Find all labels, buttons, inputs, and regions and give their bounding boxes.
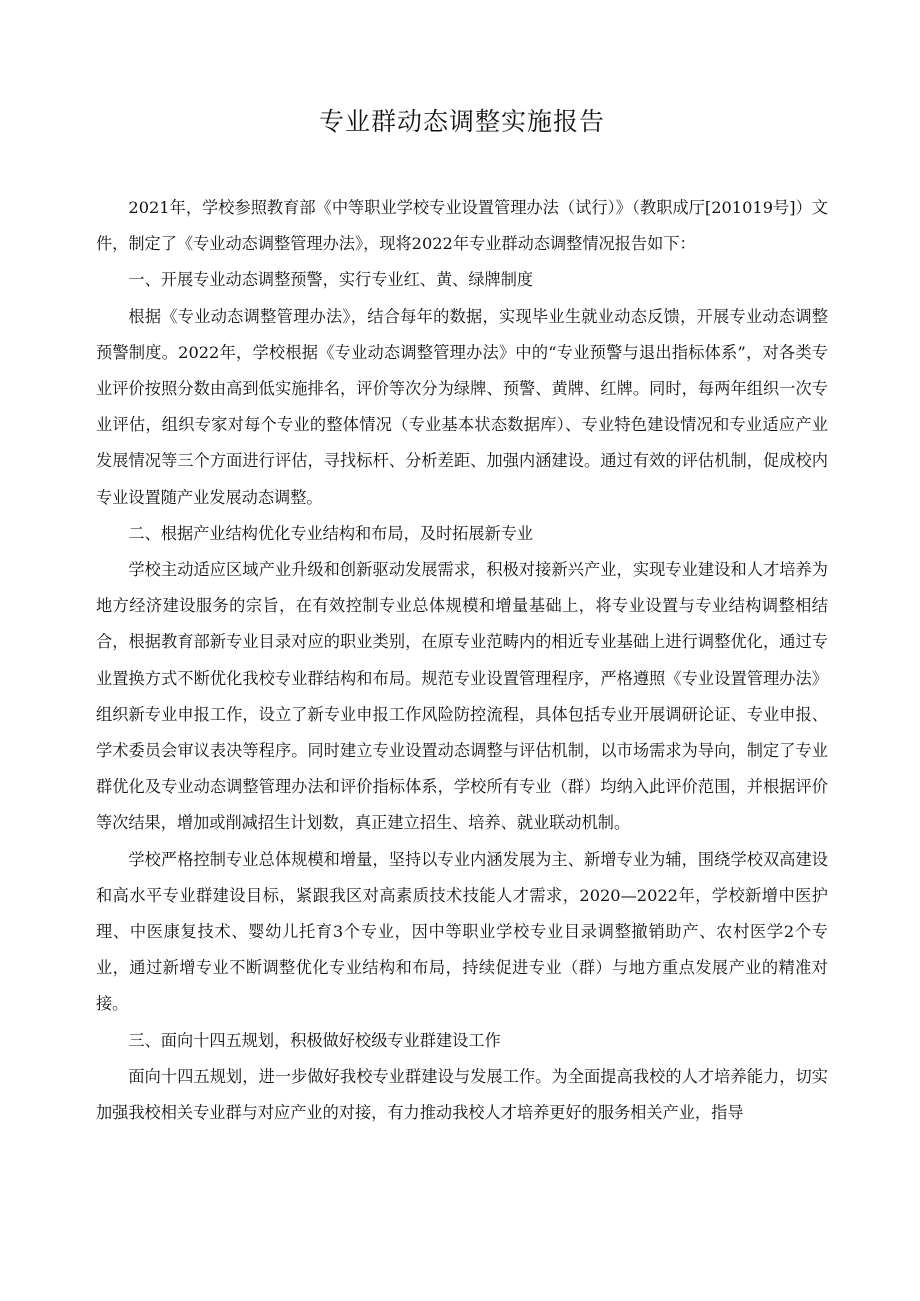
intro-paragraph: 2021年，学校参照教育部《中等职业学校专业设置管理办法（试行）》（教职成厅[201019号]）文件，制定了《专业动态调整管理办法》，现将2022年专业群动态调整情况报告如下： xyxy=(96,198,828,254)
section-heading-3: 三、面向十四五规划，积极做好校级专业群建设工作 xyxy=(128,1030,501,1050)
section-heading-1: 一、开展专业动态调整预警，实行专业红、黄、绿牌制度 xyxy=(128,270,534,290)
section-heading-2: 二、根据产业结构优化专业结构和布局，及时拓展新专业 xyxy=(128,523,534,543)
document-title: 专业群动态调整实施报告 xyxy=(318,107,605,136)
section-2-paragraph-1: 学校主动适应区域产业升级和创新驱动发展需求，积极对接新兴产业，实现专业建设和人才培养为地方经济建设服务的宗旨，在有效控制专业总体规模和增量基础上，将专业设置与专业结构调整相结合，根据教育部新专业目录对应的职业类别，在原专业范畴内的相近专业基础上进行调整优化，通过专业置换方式不断优化我校专业群结构和布局。规范专业设置管理程序，严格遵照《专业设置管理办法》组织新专业申报工作，设立了新专业申报工作风险防控流程，具体包括专业开展调研论证、专业申报、学术委员会审议表决等程序。同时建立专业设置动态调整与评估机制，以市场需求为导向，制定了专业群优化及专业动态调整管理办法和评价指标体系，学校所有专业（群）均纳入此评价范围，并根据评价等次结果，增加或削减招生计划数，真正建立招生、培养、就业联动机制。 xyxy=(96,560,828,833)
section-1-paragraph: 根据《专业动态调整管理办法》，结合每年的数据，实现毕业生就业动态反馈，开展专业动态调整预警制度。2022年，学校根据《专业动态调整管理办法》中的“专业预警与退出指标体系”，对各类专业评价按照分数由高到低实施排名，评价等次分为绿牌、预警、黄牌、红牌。同时，每两年组织一次专业评估，组织专家对每个专业的整体情况（专业基本状态数据库）、专业特色建设情况和专业适应产业发展情况等三个方面进行评估，寻找标杆、分析差距、加强内涵建设。通过有效的评估机制，促成校内专业设置随产业发展动态调整。 xyxy=(96,306,828,507)
section-3-paragraph: 面向十四五规划，进一步做好我校专业群建设与发展工作。为全面提高我校的人才培养能力，切实加强我校相关专业群与对应产业的对接，有力推动我校人才培养更好的服务相关产业，指导 xyxy=(96,1066,828,1123)
section-2-paragraph-2: 学校严格控制专业总体规模和增量，坚持以专业内涵发展为主、新增专业为辅，围绕学校双高建设和高水平专业群建设目标，紧跟我区对高素质技术技能人才需求，2020—2022年，学校新增中医护理、中医康复技术、婴幼儿托育3个专业，因中等职业学校专业目录调整撤销助产、农村医学2个专业，通过新增专业不断调整优化专业结构和布局，持续促进专业（群）与地方重点发展产业的精准对接。 xyxy=(96,849,828,1014)
document-body xyxy=(96,190,828,1131)
